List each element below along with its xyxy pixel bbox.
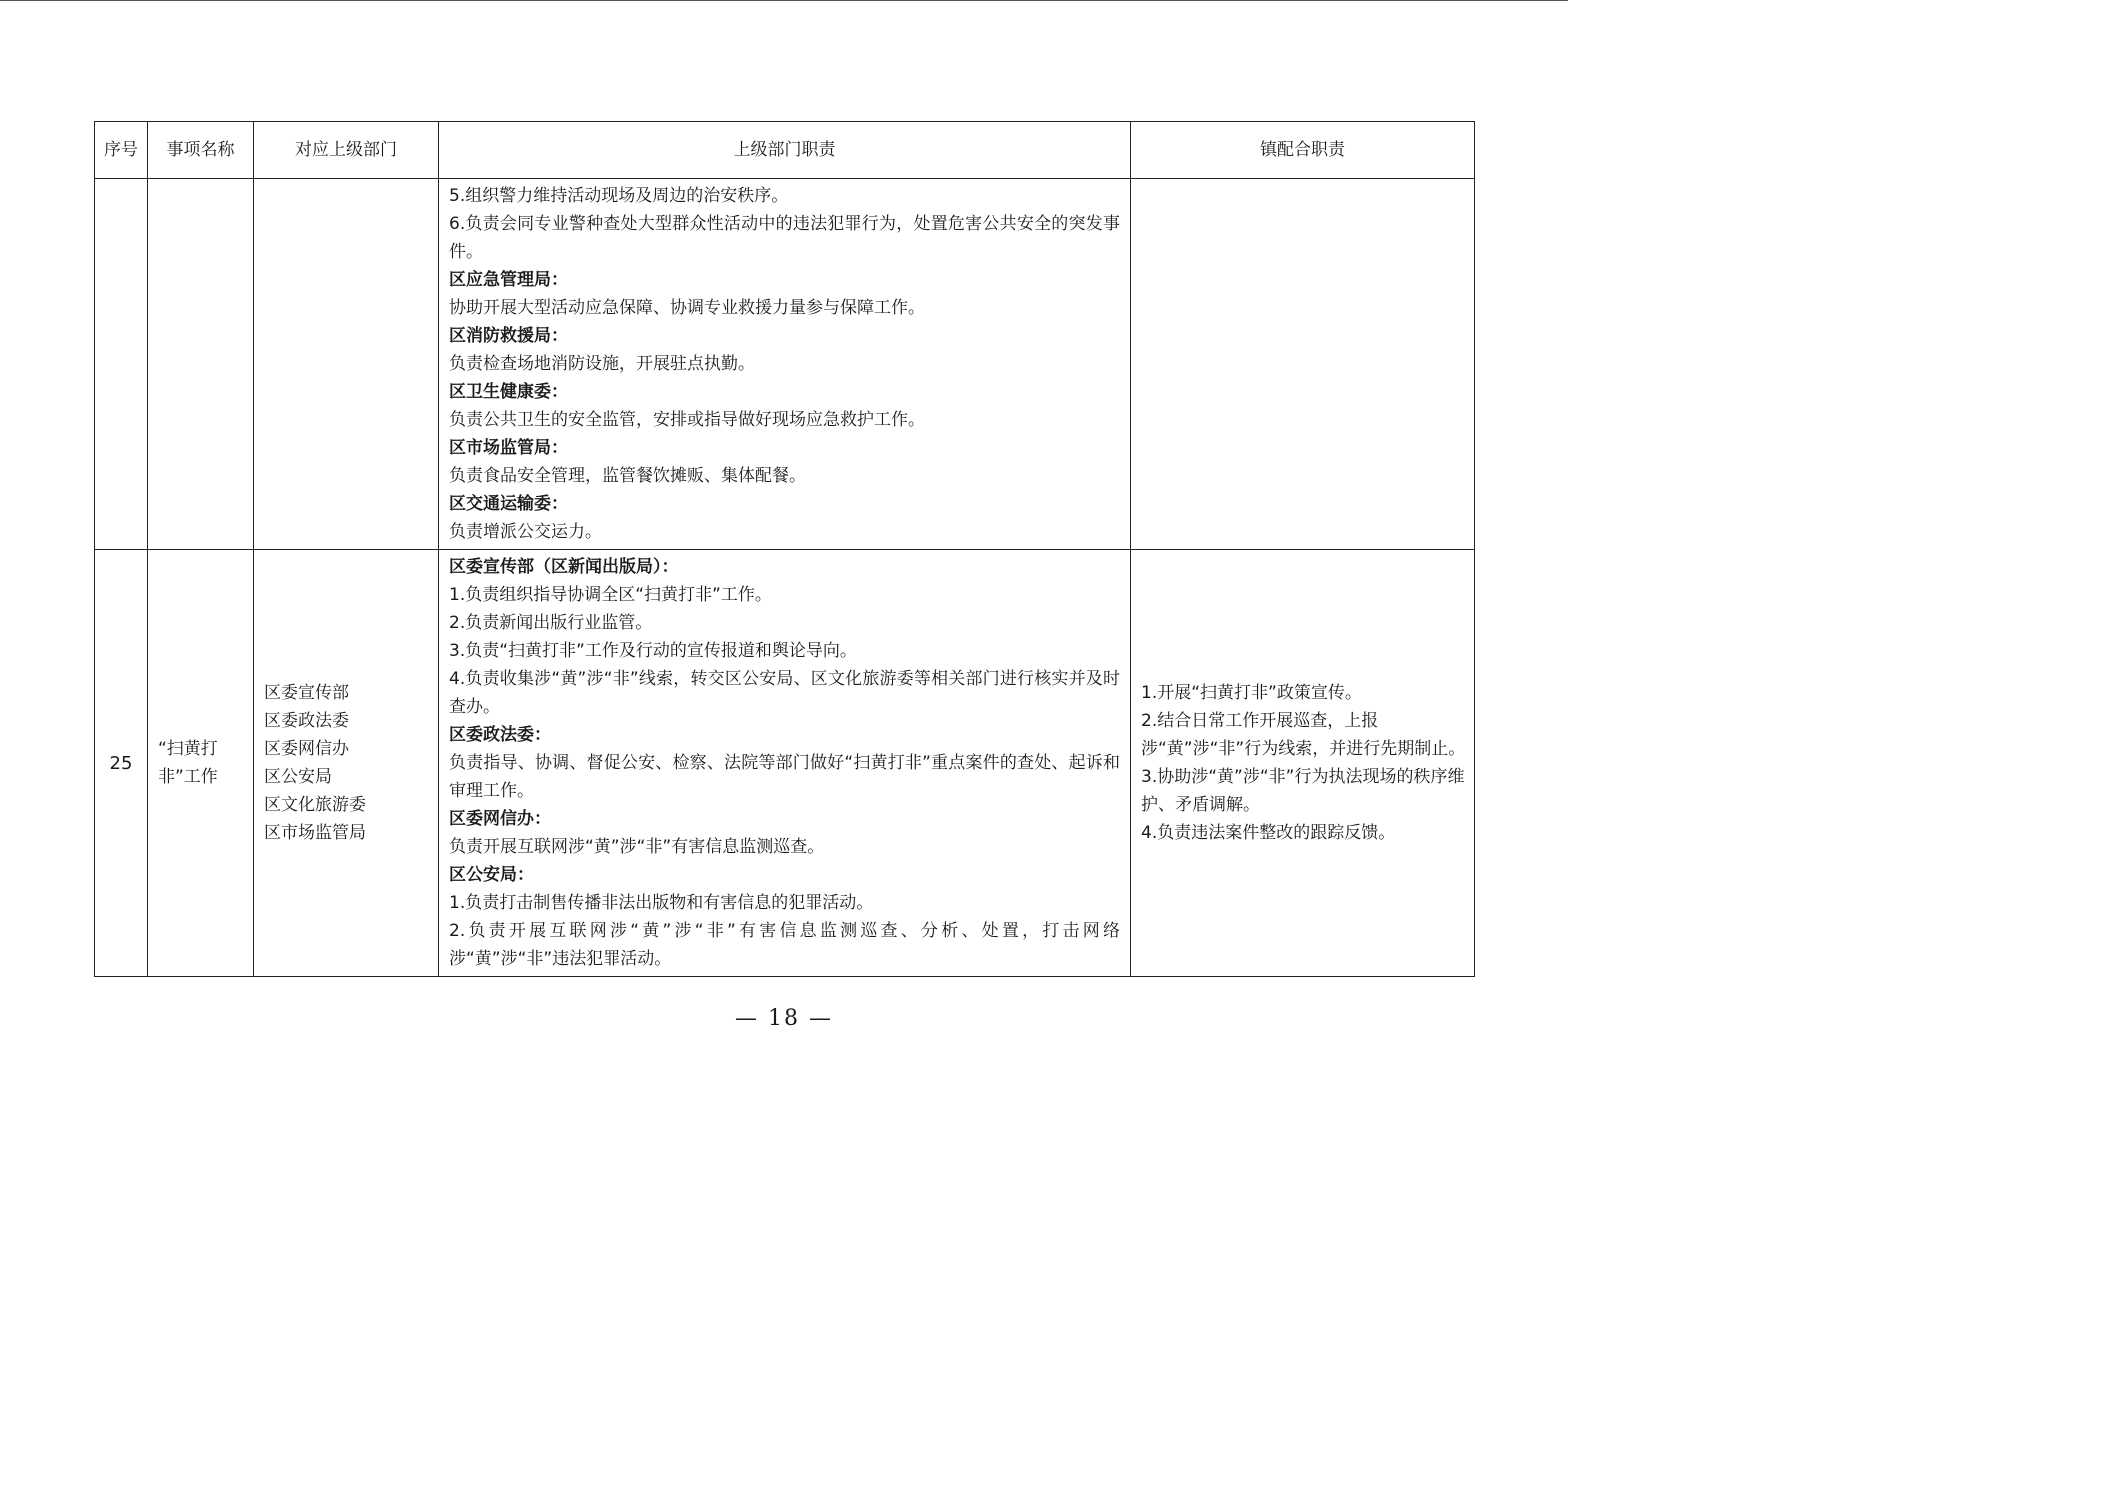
department-item: 区公安局 bbox=[264, 767, 332, 787]
header-item-name: 事项名称 bbox=[148, 122, 254, 179]
cell-departments bbox=[254, 550, 439, 977]
page-number: — 18 — bbox=[735, 1006, 833, 1031]
duty-line: 负责公共卫生的安全监管，安排或指导做好现场应急救护工作。 bbox=[449, 410, 925, 430]
town-duty-item: 1.开展“扫黄打非”政策宣传。 bbox=[1141, 683, 1362, 703]
department-heading: 区委政法委： bbox=[449, 725, 551, 745]
duty-line: 5.组织警力维持活动现场及周边的治安秩序。 bbox=[449, 186, 789, 206]
cell-superior-duties bbox=[439, 179, 1131, 550]
duty-line: 负责食品安全管理，监管餐饮摊贩、集体配餐。 bbox=[449, 466, 806, 486]
duty-line: 负责指导、协调、督促公安、检察、法院等部门做好“扫黄打非”重点案件的查处、起诉和审理工作。 bbox=[449, 753, 1120, 801]
duty-line: 2.负责新闻出版行业监管。 bbox=[449, 613, 653, 633]
department-heading: 区委宣传部（区新闻出版局）： bbox=[449, 557, 679, 577]
duty-line: 负责检查场地消防设施，开展驻点执勤。 bbox=[449, 354, 755, 374]
duty-line: 4.负责收集涉“黄”涉“非”线索，转交区公安局、区文化旅游委等相关部门进行核实并及时查办。 bbox=[449, 669, 1120, 717]
department-heading: 区应急管理局： bbox=[449, 270, 568, 290]
cell-town-duties bbox=[1131, 550, 1475, 977]
table-header-row bbox=[95, 122, 1475, 179]
duty-line: 1.负责组织指导协调全区“扫黄打非”工作。 bbox=[449, 585, 772, 605]
cell-item-name: “扫黄打非”工作 bbox=[148, 550, 254, 977]
duty-line: 负责增派公交运力。 bbox=[449, 522, 602, 542]
cell-item-empty bbox=[148, 179, 254, 550]
town-duty-item: 2.结合日常工作开展巡查，上报涉“黄”涉“非”行为线索，并进行先期制止。 bbox=[1141, 711, 1466, 759]
cell-number-empty bbox=[95, 179, 148, 550]
cell-department-empty bbox=[254, 179, 439, 550]
duty-line: 3.负责“扫黄打非”工作及行动的宣传报道和舆论导向。 bbox=[449, 641, 857, 661]
department-item: 区文化旅游委 bbox=[264, 795, 366, 815]
department-heading: 区卫生健康委： bbox=[449, 382, 568, 402]
duty-line: 2.负责开展互联网涉“黄”涉“非”有害信息监测巡查、分析、处置，打击网络涉“黄”涉“非”违法犯罪活动。 bbox=[449, 921, 1120, 969]
town-duty-item: 4.负责违法案件整改的跟踪反馈。 bbox=[1141, 823, 1396, 843]
duty-line: 协助开展大型活动应急保障、协调专业救援力量参与保障工作。 bbox=[449, 298, 925, 318]
department-heading: 区委网信办： bbox=[449, 809, 551, 829]
department-heading: 区公安局： bbox=[449, 865, 534, 885]
department-item: 区委宣传部 bbox=[264, 683, 349, 703]
department-item: 区市场监管局 bbox=[264, 823, 366, 843]
header-number: 序号 bbox=[95, 122, 148, 179]
table-row-25 bbox=[95, 550, 1475, 977]
department-heading: 区交通运输委： bbox=[449, 494, 568, 514]
header-town-duties: 镇配合职责 bbox=[1131, 122, 1475, 179]
department-heading: 区消防救援局： bbox=[449, 326, 568, 346]
cell-number: 25 bbox=[95, 550, 148, 977]
table-row-continued bbox=[95, 179, 1475, 550]
department-heading: 区市场监管局： bbox=[449, 438, 568, 458]
header-superior-duties: 上级部门职责 bbox=[439, 122, 1131, 179]
top-border-line bbox=[0, 0, 1568, 1]
duty-table bbox=[94, 121, 1475, 977]
cell-superior-duties bbox=[439, 550, 1131, 977]
duty-line: 6.负责会同专业警种查处大型群众性活动中的违法犯罪行为，处置危害公共安全的突发事件。 bbox=[449, 214, 1120, 262]
duty-line: 负责开展互联网涉“黄”涉“非”有害信息监测巡查。 bbox=[449, 837, 825, 857]
department-item: 区委网信办 bbox=[264, 739, 349, 759]
cell-town-duties-empty bbox=[1131, 179, 1475, 550]
duty-line: 1.负责打击制售传播非法出版物和有害信息的犯罪活动。 bbox=[449, 893, 874, 913]
header-superior-department: 对应上级部门 bbox=[254, 122, 439, 179]
department-item: 区委政法委 bbox=[264, 711, 349, 731]
town-duty-item: 3.协助涉“黄”涉“非”行为执法现场的秩序维护、矛盾调解。 bbox=[1141, 767, 1465, 815]
